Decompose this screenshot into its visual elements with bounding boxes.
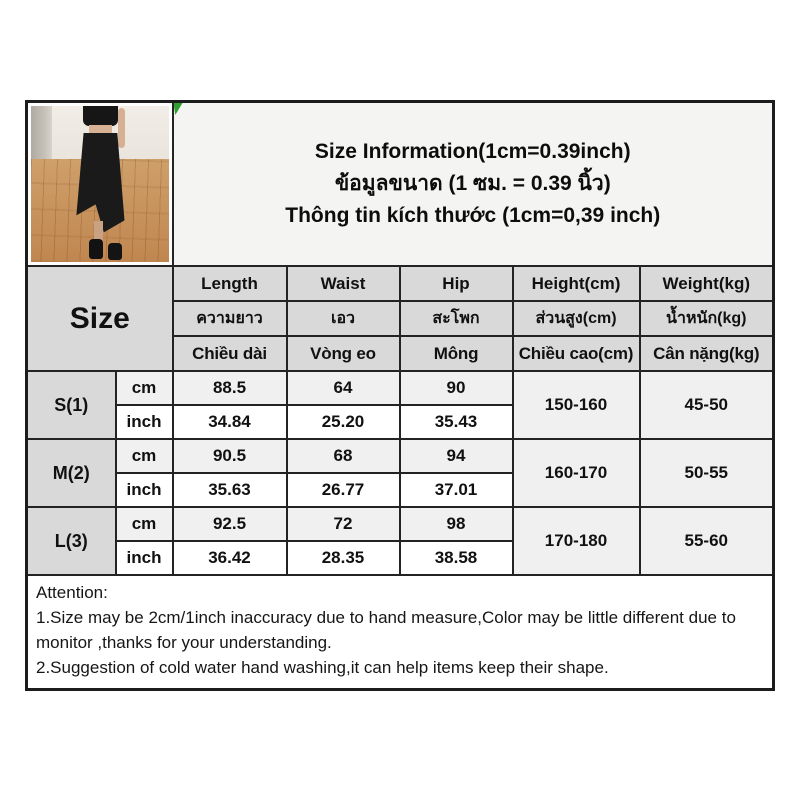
green-corner-flag-icon	[174, 103, 183, 115]
m-length-cm: 90.5	[173, 439, 287, 473]
product-photo	[31, 106, 169, 262]
header-row-en	[27, 266, 774, 301]
unit-label-cm: cm	[116, 371, 173, 405]
col-header-waist-th: เอว	[287, 301, 400, 336]
col-header-length-en: Length	[173, 266, 287, 301]
l-hip-cm: 98	[400, 507, 513, 541]
col-header-hip-vi: Mông	[400, 336, 513, 371]
photo-arm	[118, 108, 125, 149]
title-row	[27, 102, 774, 267]
s-hip-cm: 90	[400, 371, 513, 405]
s-height-range: 150-160	[513, 371, 640, 439]
col-header-waist-en: Waist	[287, 266, 400, 301]
size-info-title-cell	[173, 102, 774, 267]
s-waist-cm: 64	[287, 371, 400, 405]
m-waist-cm: 68	[287, 439, 400, 473]
attention-row	[27, 575, 774, 690]
col-header-weight-th: น้ำหนัก(kg)	[640, 301, 774, 336]
table-row-l-cm	[27, 507, 774, 541]
m-hip-inch: 37.01	[400, 473, 513, 507]
attention-text	[28, 576, 772, 680]
col-header-height-th: ส่วนสูง(cm)	[513, 301, 640, 336]
unit-label-inch: inch	[116, 405, 173, 439]
m-weight-range: 50-55	[640, 439, 774, 507]
l-hip-inch: 38.58	[400, 541, 513, 575]
title-vi: Thông tin kích thước (1cm=0,39 inch)	[285, 204, 661, 227]
col-header-weight-vi: Cân nặng(kg)	[640, 336, 774, 371]
col-header-height-en: Height(cm)	[513, 266, 640, 301]
l-waist-cm: 72	[287, 507, 400, 541]
attention-note-1: 1.Size may be 2cm/1inch inaccuracy due to hand measure,Color may be little different due to monitor ,thanks for your understanding.	[36, 608, 736, 652]
product-photo-cell	[27, 102, 173, 267]
m-height-range: 160-170	[513, 439, 640, 507]
photo-right-boot	[108, 243, 122, 260]
col-header-length-vi: Chiều dài	[173, 336, 287, 371]
unit-label-inch: inch	[116, 473, 173, 507]
col-header-weight-en: Weight(kg)	[640, 266, 774, 301]
m-hip-cm: 94	[400, 439, 513, 473]
l-length-inch: 36.42	[173, 541, 287, 575]
col-header-length-th: ความยาว	[173, 301, 287, 336]
s-weight-range: 45-50	[640, 371, 774, 439]
s-length-cm: 88.5	[173, 371, 287, 405]
table-row-m-cm	[27, 439, 774, 473]
size-label-m: M(2)	[27, 439, 116, 507]
unit-label-cm: cm	[116, 439, 173, 473]
attention-cell	[27, 575, 774, 690]
size-info-title	[174, 136, 773, 232]
l-length-cm: 92.5	[173, 507, 287, 541]
m-length-inch: 35.63	[173, 473, 287, 507]
title-en: Size Information(1cm=0.39inch)	[314, 140, 631, 163]
unit-label-inch: inch	[116, 541, 173, 575]
s-length-inch: 34.84	[173, 405, 287, 439]
s-waist-inch: 25.20	[287, 405, 400, 439]
col-header-hip-th: สะโพก	[400, 301, 513, 336]
unit-label-cm: cm	[116, 507, 173, 541]
photo-left-boot	[89, 239, 103, 259]
col-header-height-vi: Chiều cao(cm)	[513, 336, 640, 371]
attention-note-2: 2.Suggestion of cold water hand washing,it can help items keep their shape.	[36, 658, 609, 677]
title-th: ข้อมูลขนาด (1 ซม. = 0.39 นิ้ว)	[334, 172, 611, 195]
table-row-s-cm	[27, 371, 774, 405]
l-height-range: 170-180	[513, 507, 640, 575]
l-waist-inch: 28.35	[287, 541, 400, 575]
l-weight-range: 55-60	[640, 507, 774, 575]
size-chart-table	[25, 100, 775, 691]
col-header-hip-en: Hip	[400, 266, 513, 301]
size-label-s: S(1)	[27, 371, 116, 439]
col-header-waist-vi: Vòng eo	[287, 336, 400, 371]
size-label-l: L(3)	[27, 507, 116, 575]
m-waist-inch: 26.77	[287, 473, 400, 507]
photo-black-top	[83, 106, 117, 126]
s-hip-inch: 35.43	[400, 405, 513, 439]
attention-heading: Attention:	[36, 583, 108, 602]
size-header-cell: Size	[27, 266, 173, 371]
